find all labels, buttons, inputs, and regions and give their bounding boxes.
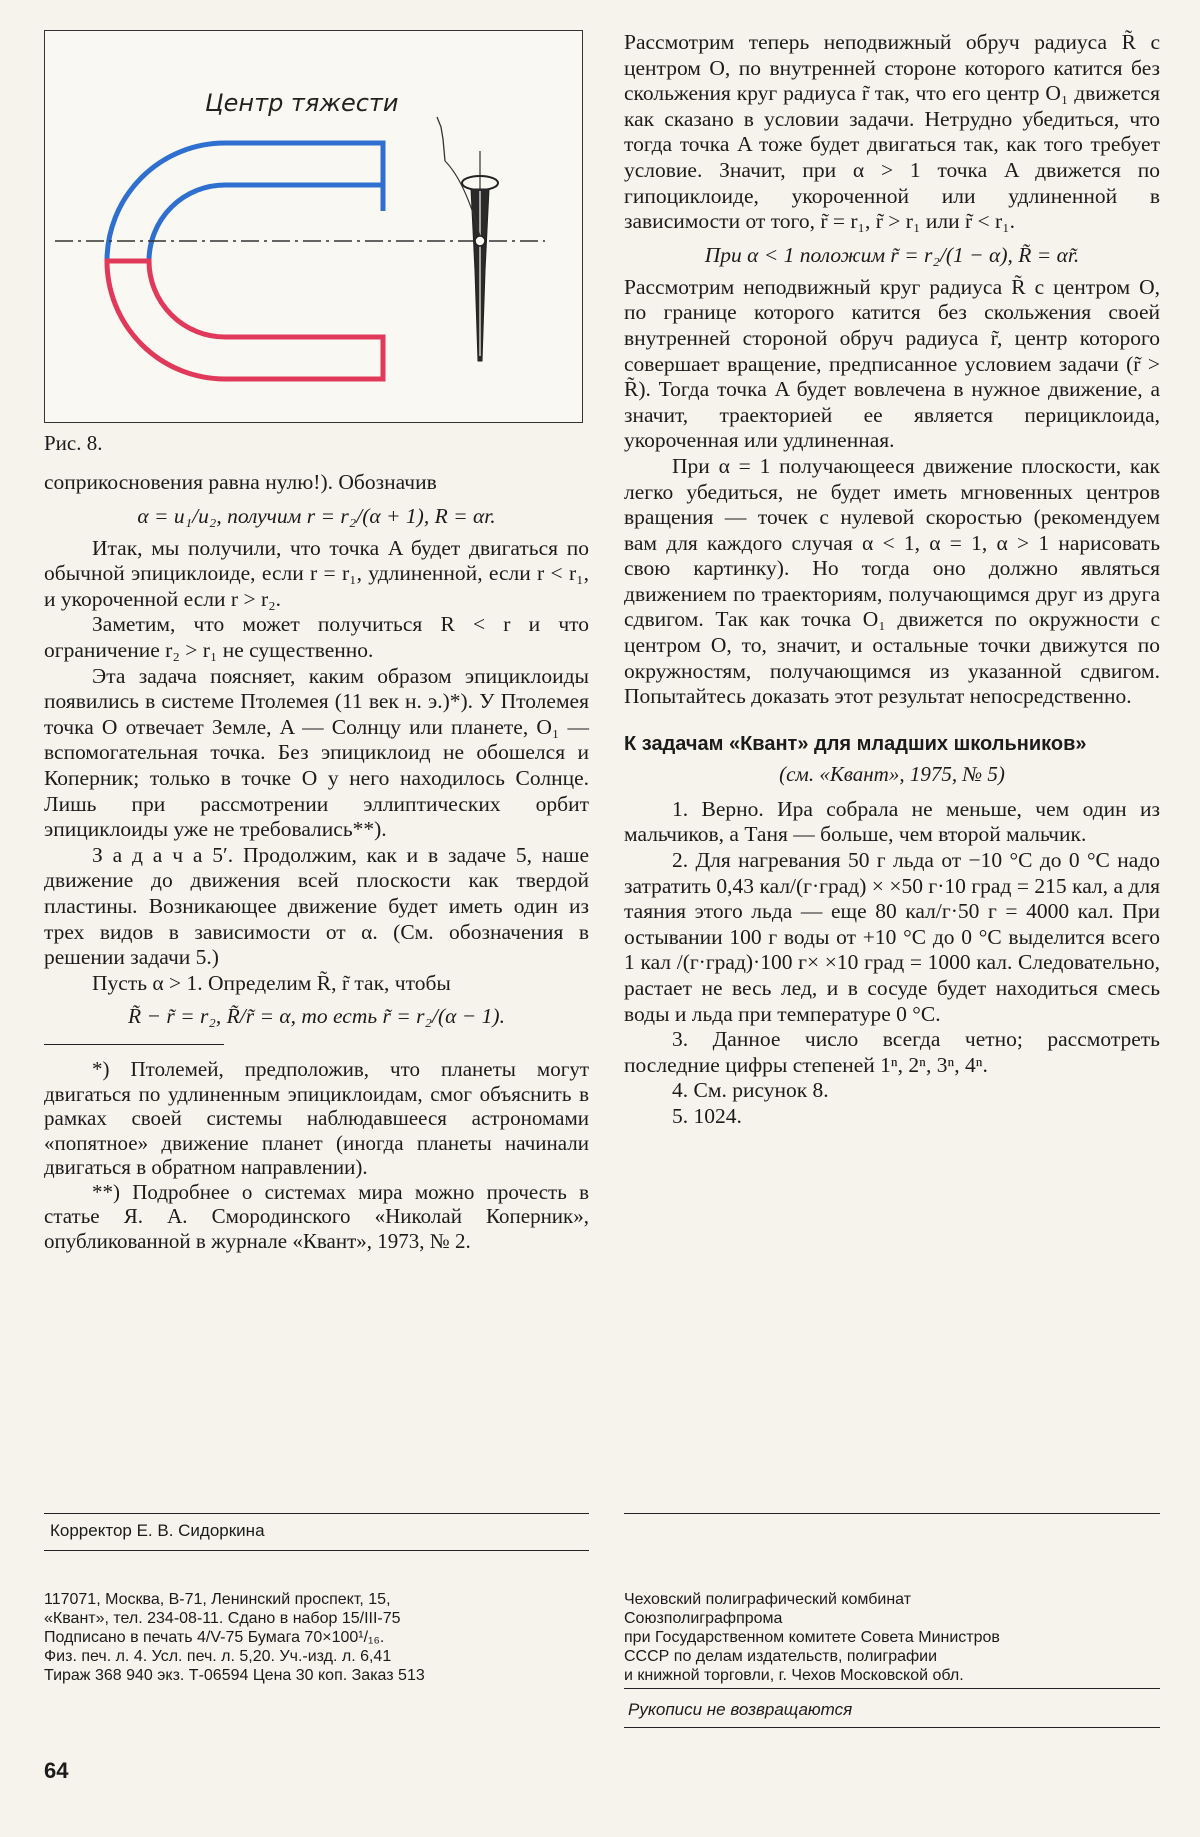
footnote: *) Птолемей, предположив, что планеты могут двигаться по удлиненным эпициклоидам, смог объяснить в рамках своей системы наблюдавшееся астрономами «попятное» движение планет (иногда планеты начинали двигаться в обратном направлении). xyxy=(44,1057,589,1180)
manuscript-divider xyxy=(624,1688,1160,1689)
horseshoe-lower-band xyxy=(107,261,383,379)
corrector-credit: Корректор Е. В. Сидоркина xyxy=(50,1521,265,1540)
imprint-printer xyxy=(624,1590,1160,1685)
paragraph: Рассмотрим теперь неподвижный обруч радиуса R̃ с центром O, по внутренней стороне которого катится без скольжения круг радиуса r̃ так, что его центр O₁ движется как сказано в условии задачи. Нетрудно убедиться, что тогда точка A тоже будет двигаться так, как того требует условие. Значит, при α > 1 точка A движется по гипоциклоиде, укороченной или удлиненной в зависимости от того, r̃ = r₁, r̃ > r₁ или r̃ < r₁. xyxy=(624,30,1160,234)
answer-item: 1. Верно. Ира собрала не меньше, чем один из мальчиков, а Таня — больше, чем второй мальчик. xyxy=(624,796,1160,847)
imprint-line: Тираж 368 940 экз. Т-06594 Цена 30 коп. Заказ 513 xyxy=(44,1667,425,1684)
imprint-line: Физ. печ. л. 4. Усл. печ. л. 5,20. Уч.-изд. л. 6,41 xyxy=(44,1648,392,1665)
section-heading: К задачам «Квант» для младших школьников» xyxy=(624,732,1087,755)
imprint-address xyxy=(44,1590,589,1685)
paragraph: Пусть α > 1. Определим R̃, r̃ так, чтобы xyxy=(92,970,451,995)
paragraph: При α = 1 получающееся движение плоскости, как легко убедиться, не будет иметь мгновенных центров вращения — точек с нулевой скоростью (рекомендуем вам для каждого случая α < 1, α = 1, α > 1 нарисовать свою картинку). Но тогда оно должно являться движением по траекториям, получающимся друг из друга сдвигом. Так как точка O₁ движется по окружности с центром O, то, значит, и остальные точки движутся по окружностям, получающимся из указанной сдвигом. Попытайтесь доказать этот результат непосредственно. xyxy=(624,453,1160,709)
paragraph: соприкосновения равна нулю!). Обозначив xyxy=(44,470,437,494)
figure-8 xyxy=(44,30,583,423)
magnet-diagram xyxy=(45,31,582,422)
paragraph: Итак, мы получили, что точка A будет двигаться по обычной эпициклоиде, если r = r₁, удлиненной, если r < r₁, и укороченной если r > r₂. xyxy=(44,535,589,611)
imprint-divider xyxy=(44,1550,589,1551)
page-number: 64 xyxy=(44,1758,69,1783)
formula: При α < 1 положим r̃ = r₂/(1 − α), R̃ = αr̃. xyxy=(704,242,1080,267)
manuscript-note: Рукописи не возвращаются xyxy=(628,1700,853,1719)
manuscript-divider-bottom xyxy=(624,1727,1160,1728)
paragraph: Рассмотрим неподвижный круг радиуса R̃ с центром O, по границе которого катится без скольжения своей внутренней стороной обруч радиуса r̃, центр которого совершает вращение, предписанное условием задачи (r̃ > R̃). Тогда точка A будет вовлечена в нужное движение, а значит, траекторией ее является перициклоида, укороченная или удлиненная. xyxy=(624,274,1160,453)
footnote-divider xyxy=(44,1044,224,1045)
imprint-line: Союзполиграфпрома xyxy=(624,1610,783,1627)
imprint-line: «Квант», тел. 234-08-11. Сдано в набор 15/III-75 xyxy=(44,1610,401,1627)
figure-label: Центр тяжести xyxy=(205,89,399,117)
footnote: **) Подробнее о системах мира можно прочесть в статье Я. А. Смородинского «Николай Коперник», опубликованной в журнале «Квант», 1973, № 2. xyxy=(44,1179,589,1253)
answer-item: 5. 1024. xyxy=(672,1103,742,1128)
label-leader xyxy=(437,117,445,161)
paragraph: Заметим, что может получиться R < r и что ограничение r₂ > r₁ не существенно. xyxy=(44,612,589,662)
formula: R̃ − r̃ = r₂, R̃/r̃ = α, то есть r̃ = r₂/(α − 1). xyxy=(128,1004,505,1029)
answer-item: 2. Для нагревания 50 г льда от −10 °C до 0 °C надо затратить 0,43 кал/(г·град) × ×50 г·10 град = 215 кал, а для таяния этого льда — еще 80 кал/г·50 г = 4000 кал. При остывании 100 г воды от +10 °C до 0 °C выделится всего 1 кал /(г·град)·100 г× ×10 град = 1000 кал. Следовательно, растает не весь лед, и в сосуде будет находиться смесь воды и льда при температуре 0 °C. xyxy=(624,848,1160,1026)
left-column xyxy=(44,30,589,1253)
imprint-line: Чеховский полиграфический комбинат xyxy=(624,1591,912,1608)
figure-caption: Рис. 8. xyxy=(44,431,103,455)
imprint-line: СССР по делам издательств, полиграфии xyxy=(624,1648,938,1665)
footer-divider-right xyxy=(624,1513,1160,1514)
imprint-line: при Государственном комитете Совета Министров xyxy=(624,1629,1000,1646)
horseshoe-upper-band xyxy=(107,143,383,261)
paragraph: Эта задача поясняет, каким образом эпициклоиды появились в системе Птолемея (11 век н. э.)*). У Птолемея точка O отвечает Земле, A — Солнцу или планете, O₁ — вспомогательная точка. Без эпициклоид не обошелся и Коперник; только в точке O у него находилось Солнце. Лишь при рассмотрении эллиптических орбит эпициклоиды уже не требовались**). xyxy=(44,663,589,842)
imprint-line: и книжной торговли, г. Чехов Московской обл. xyxy=(624,1667,964,1684)
right-column xyxy=(624,30,1160,1130)
footer-divider-left xyxy=(44,1513,589,1514)
paragraph: З а д а ч а 5′. Продолжим, как и в задаче 5, наше движение до движения всей плоскости как твердой пластины. Возникающее движение будет иметь один из трех видов в зависимости от α. (См. обозначения в решении задачи 5.) xyxy=(44,842,589,970)
imprint-line: Подписано в печать 4/V-75 Бумага 70×100¹/₁₆. xyxy=(44,1629,385,1646)
pivot-point xyxy=(475,236,485,246)
answer-item: 4. См. рисунок 8. xyxy=(672,1078,829,1103)
imprint-line: 117071, Москва, В-71, Ленинский проспект, 15, xyxy=(44,1591,391,1608)
answer-item: 3. Данное число всегда четно; рассмотреть последние цифры степеней 1ⁿ, 2ⁿ, 3ⁿ, 4ⁿ. xyxy=(624,1027,1160,1077)
formula: α = u₁/u₂, получим r = r₂/(α + 1), R = αr. xyxy=(137,503,496,528)
section-subheading: (см. «Квант», 1975, № 5) xyxy=(779,761,1005,786)
